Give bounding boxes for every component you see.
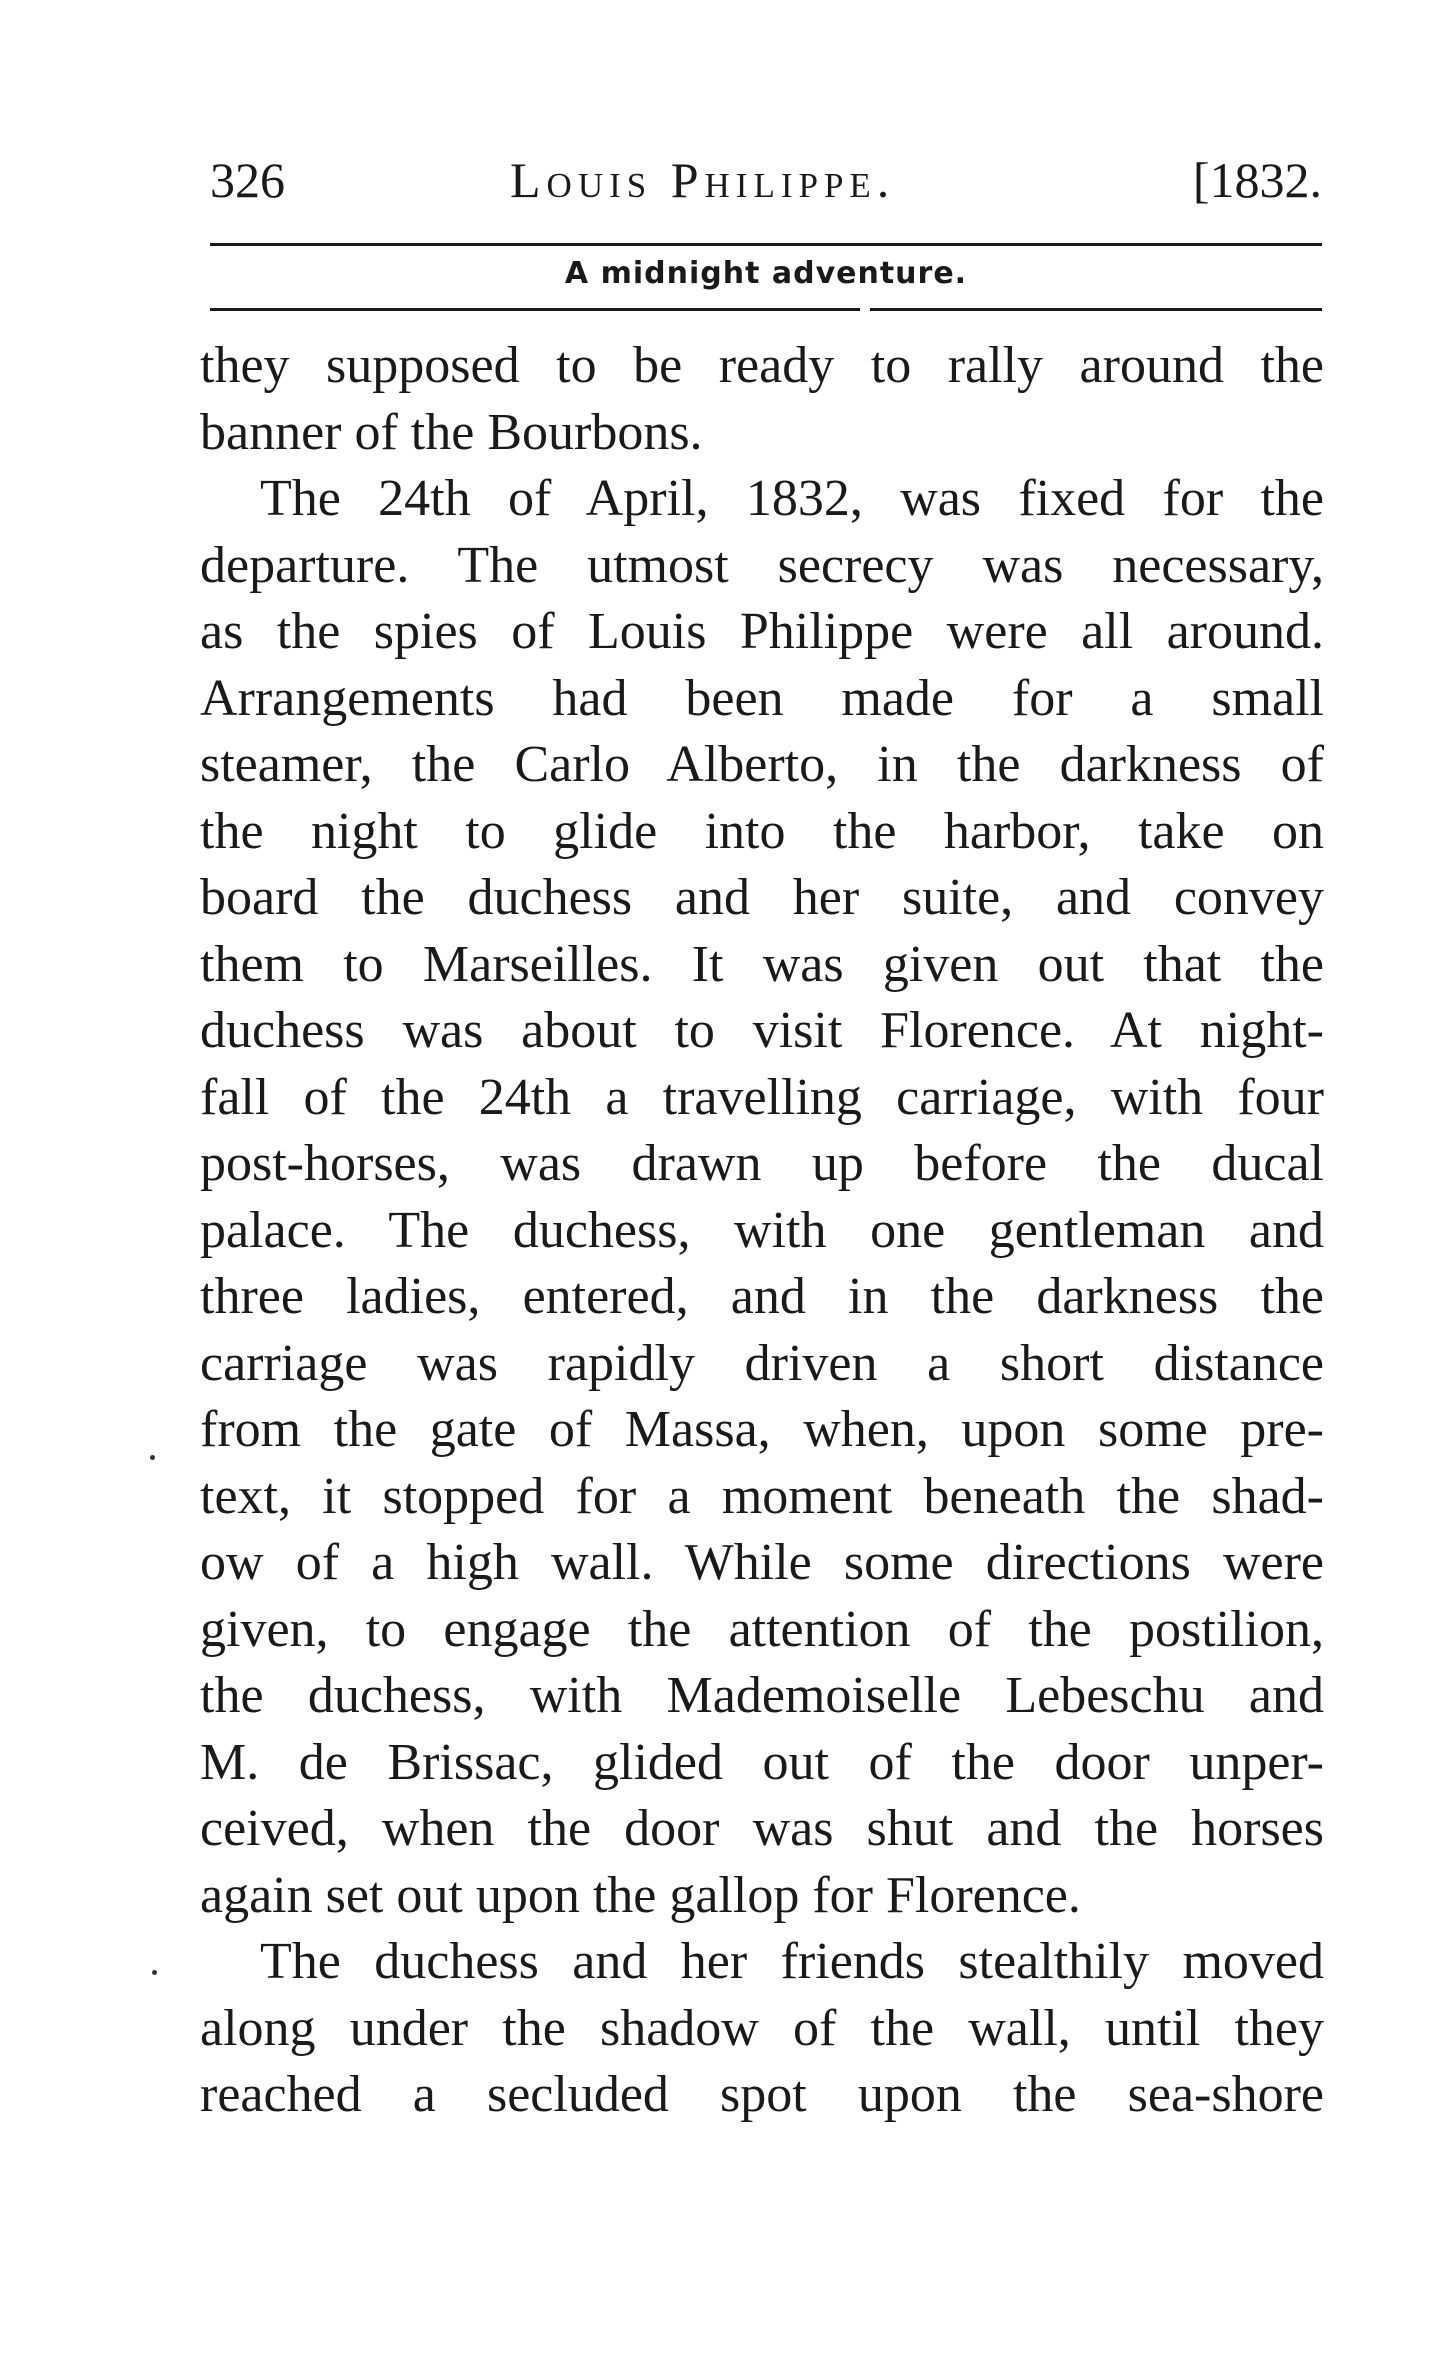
text-line: given, to engage the attention of the postilion, (200, 1600, 1324, 1658)
text-line: post-horses, was drawn up before the ducal (200, 1135, 1324, 1192)
text-line: three ladies, entered, and in the darkness the (200, 1268, 1324, 1325)
running-head (210, 150, 1322, 220)
text-line: departure. The utmost secrecy was necessary, (200, 536, 1324, 594)
subheading-rule-left (210, 308, 860, 311)
text-line: M. de Brissac, glided out of the door unper- (200, 1733, 1324, 1791)
text-line: fall of the 24th a travelling carriage, with four (200, 1068, 1324, 1126)
text-line: board the duchess and her suite, and convey (200, 869, 1324, 926)
text-line: along under the shadow of the wall, until they (200, 1999, 1324, 2057)
text-line: text, it stopped for a moment beneath the shad- (200, 1467, 1324, 1525)
text-line: carriage was rapidly driven a short distance (200, 1334, 1324, 1392)
section-subheading: A midnight adventure. (564, 256, 968, 291)
text-line: steamer, the Carlo Alberto, in the darkness of (200, 736, 1324, 793)
subheading-rule-right (870, 308, 1322, 311)
body-text (200, 333, 1324, 2129)
text-line: reached a secluded spot upon the sea-shore (200, 2066, 1324, 2123)
text-line: again set out upon the gallop for Florence. (200, 1866, 1081, 1924)
margin-mark (152, 1970, 157, 1975)
text-line: The duchess and her friends stealthily moved (260, 1933, 1324, 1990)
text-line: palace. The duchess, with one gentleman and (200, 1201, 1324, 1259)
running-title: Louis Philippe. (510, 152, 896, 208)
text-line: they supposed to be ready to rally around the (200, 337, 1324, 394)
text-line: ceived, when the door was shut and the horses (200, 1800, 1324, 1857)
header-rule (210, 243, 1322, 246)
text-line: as the spies of Louis Philippe were all around. (200, 603, 1324, 660)
year-marker: [1832. (1192, 152, 1322, 208)
text-line: Arrangements had been made for a small (200, 669, 1324, 727)
text-line: banner of the Bourbons. (200, 403, 703, 461)
text-line: duchess was about to visit Florence. At night- (200, 1002, 1324, 1059)
text-line: the night to glide into the harbor, take on (200, 802, 1324, 860)
text-line: them to Marseilles. It was given out that the (200, 935, 1324, 993)
text-line: ow of a high wall. While some directions were (200, 1534, 1324, 1591)
text-line: from the gate of Massa, when, upon some pre- (200, 1401, 1324, 1458)
text-line: The 24th of April, 1832, was fixed for the (260, 470, 1324, 527)
text-line: the duchess, with Mademoiselle Lebeschu and (200, 1667, 1324, 1724)
page-number: 326 (210, 152, 285, 208)
margin-mark (150, 1455, 155, 1460)
